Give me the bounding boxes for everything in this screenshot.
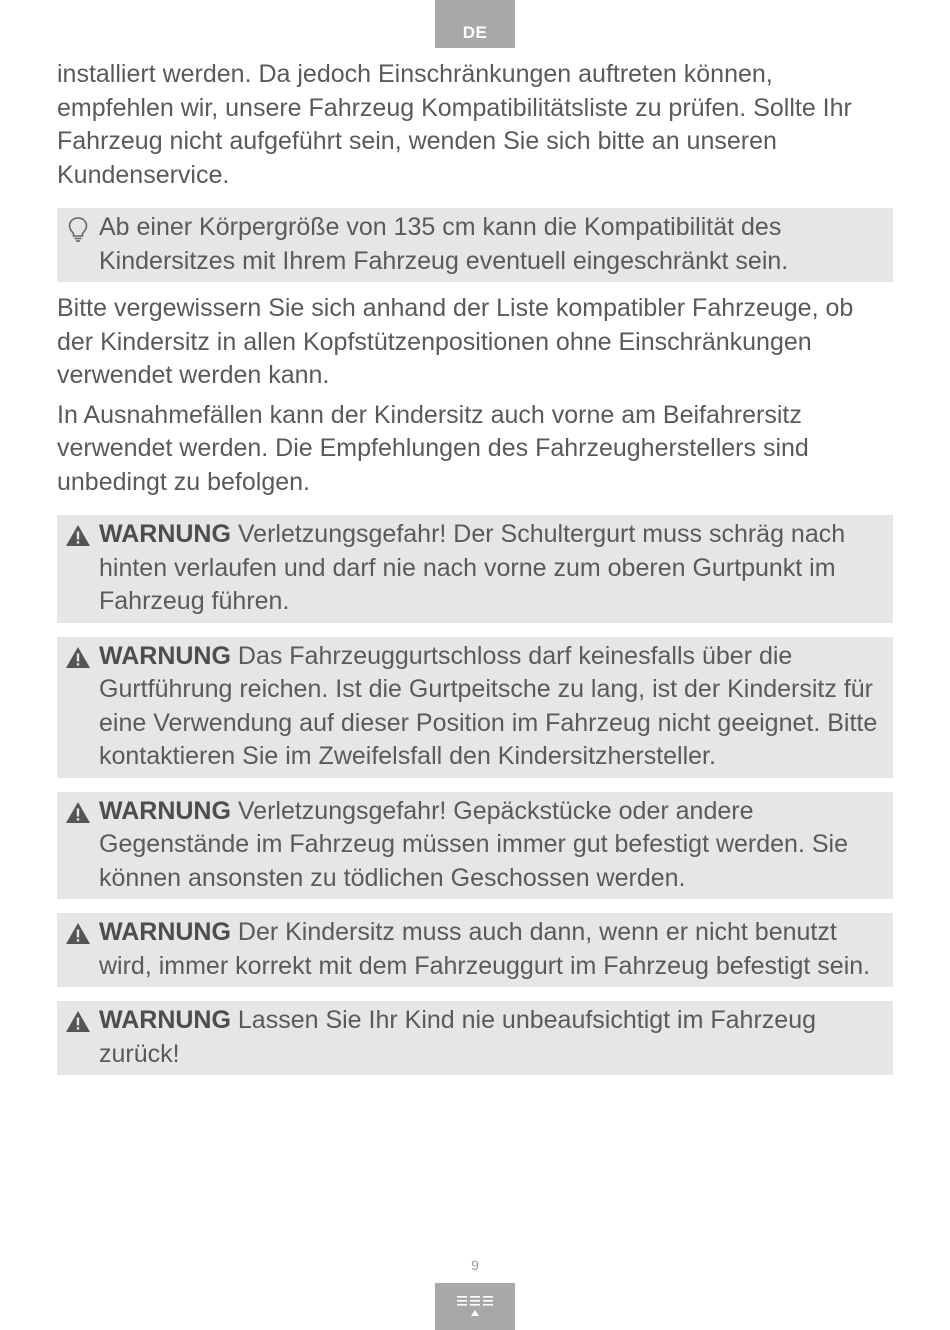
warning-icon [65, 1009, 91, 1035]
warning-box [57, 515, 893, 623]
warning-label: WARNUNG [99, 641, 231, 670]
warning-box [57, 1001, 893, 1075]
page-number: 9 [471, 1257, 479, 1273]
tip-text: Ab einer Körpergröße von 135 cm kann die Kompatibilität des Kindersitzes mit Ihrem Fahrzeug eventuell eingeschränkt sein. [99, 213, 789, 275]
warning-text: Der Kindersitz muss auch dann, wenn er nicht benutzt wird, immer korrekt mit dem Fahrzeuggurt im Fahrzeug befestigt sein. [99, 918, 871, 980]
page-content [57, 58, 893, 1089]
warning-box [57, 637, 893, 778]
warning-label: WARNUNG [99, 1006, 231, 1034]
warning-icon [65, 523, 91, 549]
tip-box [57, 208, 893, 282]
warning-text: Verletzungsgefahr! Der Schultergurt muss schräg nach hinten verlaufen und darf nie nach vorne zum oberen Gurtpunkt im Fahrzeug führen. [99, 520, 846, 615]
front-seat-paragraph: In Ausnahmefällen kann der Kindersitz auch vorne am Beifahrersitz verwendet werden. Die Empfehlungen des Fahrzeugherstellers sind unbedingt zu befolgen. [57, 400, 809, 496]
warning-label: WARNUNG [99, 520, 231, 548]
intro-paragraph: installiert werden. Da jedoch Einschränkungen auftreten können, empfehlen wir, unsere Fahrzeug Kompatibilitätsliste zu prüfen. Sollte Ihr Fahrzeug nicht aufgeführt sein, wenden Sie sich bitte an unseren Kundenservice. [57, 60, 852, 189]
lightbulb-icon [65, 216, 91, 242]
warning-box [57, 913, 893, 987]
warning-text: Verletzungsgefahr! Gepäckstücke oder andere Gegenstände im Fahrzeug müssen immer gut befestigt werden. Sie können ansonsten zu tödlichen Geschossen werden. [99, 796, 848, 892]
warning-icon [65, 921, 91, 947]
warning-text: Das Fahrzeuggurtschloss darf keinesfalls über die Gurtführung reichen. Ist die Gurtpeitsche zu lang, ist der Kindersitz für eine Verwendung auf dieser Position im Fahrzeug nicht geeignet. Bitte kontaktieren Sie im Zweifelsfall den Kindersitzhersteller. [99, 641, 878, 770]
warning-icon [65, 645, 91, 671]
table-of-contents-icon [455, 1292, 495, 1322]
table-of-contents-button[interactable] [435, 1283, 515, 1330]
warning-box [57, 792, 893, 900]
check-list-paragraph: Bitte vergewissern Sie sich anhand der Liste kompatibler Fahrzeuge, ob der Kindersitz in allen Kopfstützenpositionen ohne Einschränkungen verwendet werden kann. [57, 294, 854, 389]
warning-text: Lassen Sie Ihr Kind nie unbeaufsichtigt im Fahrzeug zurück! [99, 1006, 816, 1068]
language-tab[interactable]: DE [435, 0, 515, 48]
warning-label: WARNUNG [99, 796, 231, 825]
warning-icon [65, 800, 91, 826]
warning-label: WARNUNG [99, 918, 231, 946]
